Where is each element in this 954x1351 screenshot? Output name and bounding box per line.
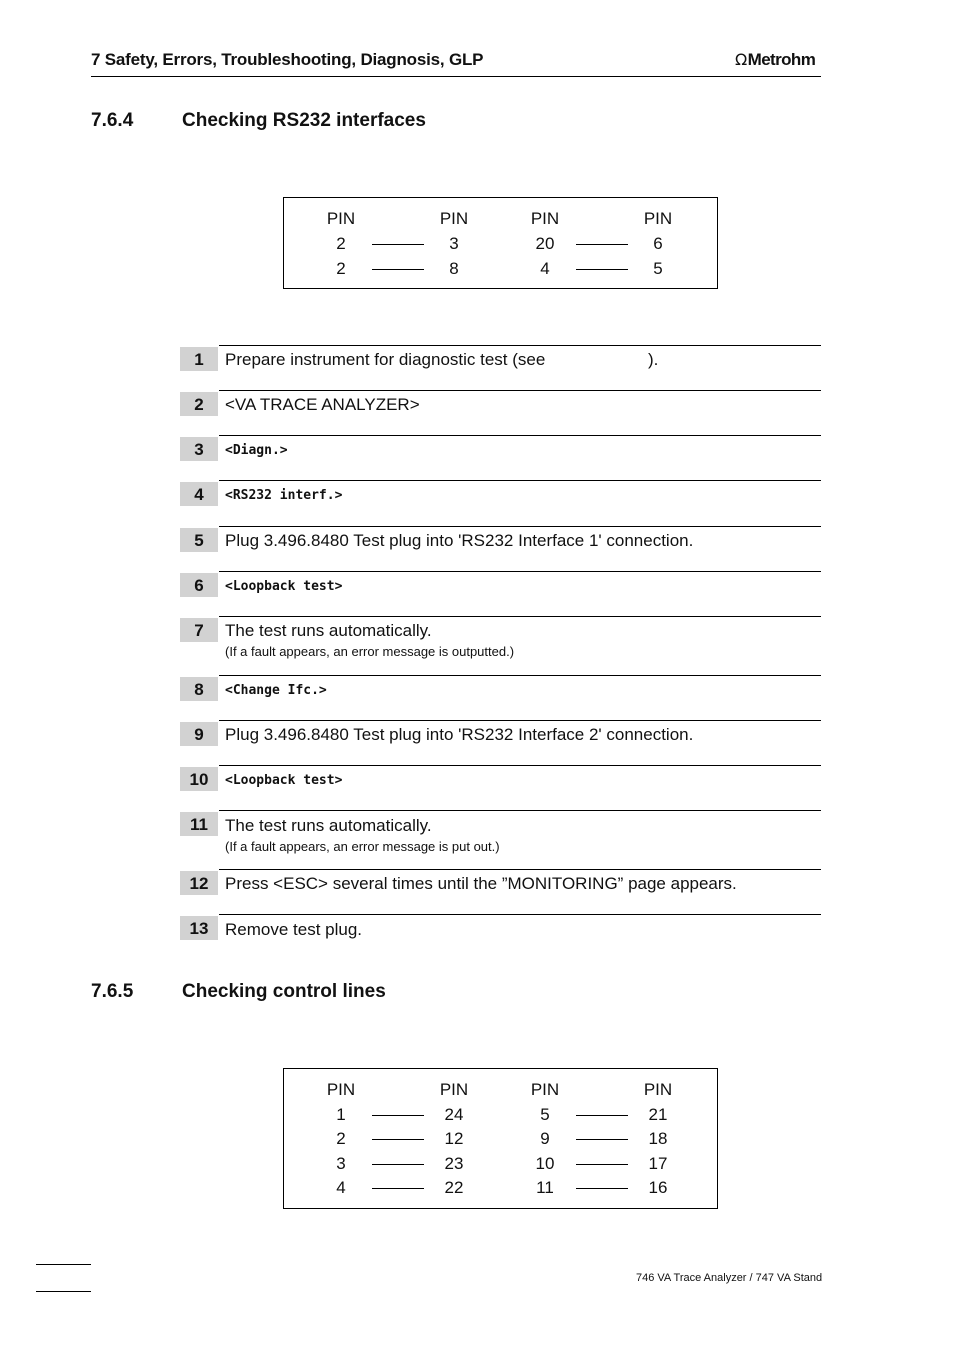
rs232-pin-table: [283, 197, 718, 289]
footer-product: 746 VA Trace Analyzer / 747 VA Stand: [636, 1272, 823, 1284]
pin-connector-line: [372, 269, 424, 270]
step-key-code: <Diagn.>: [225, 443, 288, 458]
pin-connector-line: [576, 269, 628, 270]
step-note: (If a fault appears, an error message is put out.): [225, 839, 500, 854]
pin-header: PIN: [643, 1080, 673, 1099]
pin-value: 20: [535, 234, 555, 253]
step-divider: [219, 526, 821, 527]
step-divider: [219, 480, 821, 481]
footer-rule: [36, 1291, 91, 1292]
pin-header: PIN: [326, 209, 356, 228]
step-text: Plug 3.496.8480 Test plug into 'RS232 Interface 1' connection.: [225, 531, 694, 550]
step-divider: [219, 616, 821, 617]
pin-connector-line: [372, 1164, 424, 1165]
pin-connector-line: [372, 1188, 424, 1189]
step-key-code: <Change Ifc.>: [225, 683, 327, 698]
pin-value: 3: [449, 234, 459, 253]
pin-value: 22: [444, 1178, 464, 1197]
pin-value: 5: [540, 1105, 550, 1124]
pin-value: 18: [648, 1129, 668, 1148]
step-number: 1: [180, 347, 218, 371]
pin-value: 6: [653, 234, 663, 253]
step-text: <VA TRACE ANALYZER>: [225, 395, 420, 414]
step-divider: [219, 435, 821, 436]
control-lines-pin-table: [283, 1068, 718, 1209]
pin-value: 5: [653, 259, 663, 278]
step-divider: [219, 914, 821, 915]
step-text: The test runs automatically.: [225, 621, 432, 640]
pin-header: PIN: [439, 209, 469, 228]
pin-value: 1: [336, 1105, 346, 1124]
pin-value: 4: [336, 1178, 346, 1197]
pin-connector-line: [576, 244, 628, 245]
step-number: 12: [180, 871, 218, 895]
pin-value: 8: [449, 259, 459, 278]
step-divider: [219, 390, 821, 391]
step-text: Prepare instrument for diagnostic test (see: [225, 350, 546, 369]
footer-rule: [36, 1264, 91, 1265]
step-divider: [219, 810, 821, 811]
pin-value: 11: [536, 1178, 554, 1197]
pin-connector-line: [576, 1139, 628, 1140]
section-number-rs232: 7.6.4: [91, 110, 134, 131]
step-number: 2: [180, 392, 218, 416]
step-number: 8: [180, 677, 218, 701]
step-divider: [219, 765, 821, 766]
header-divider: [91, 76, 821, 77]
step-key-code: <RS232 interf.>: [225, 488, 343, 503]
pin-value: 24: [444, 1105, 464, 1124]
section-number-control: 7.6.5: [91, 981, 134, 1002]
step-number: 10: [180, 767, 218, 791]
pin-value: 2: [336, 259, 346, 278]
pin-connector-line: [372, 244, 424, 245]
step-text: Press <ESC> several times until the ”MONITORING” page appears.: [225, 874, 737, 893]
pin-value: 16: [648, 1178, 668, 1197]
step-divider: [219, 675, 821, 676]
pin-connector-line: [576, 1115, 628, 1116]
pin-connector-line: [576, 1164, 628, 1165]
pin-header: PIN: [530, 1080, 560, 1099]
step-divider: [219, 345, 821, 346]
pin-header: PIN: [530, 209, 560, 228]
brand-name: Metrohm: [747, 50, 816, 69]
step-number: 5: [180, 528, 218, 552]
pin-value: 17: [648, 1154, 668, 1173]
step-key-code: <Loopback test>: [225, 773, 343, 788]
pin-value: 3: [336, 1154, 346, 1173]
step-number: 4: [180, 482, 218, 506]
pin-header: PIN: [326, 1080, 356, 1099]
pin-value: 12: [444, 1129, 464, 1148]
pin-value: 23: [444, 1154, 464, 1173]
step-text: Plug 3.496.8480 Test plug into 'RS232 Interface 2' connection.: [225, 725, 694, 744]
step-divider: [219, 571, 821, 572]
step-note: (If a fault appears, an error message is outputted.): [225, 644, 515, 659]
pin-connector-line: [372, 1115, 424, 1116]
pin-value: 4: [540, 259, 550, 278]
pin-connector-line: [372, 1139, 424, 1140]
pin-value: 9: [540, 1129, 550, 1148]
step-number: 13: [180, 916, 218, 940]
step-number: 3: [180, 437, 218, 461]
step-text: The test runs automatically.: [225, 816, 432, 835]
brand-logo: [735, 50, 815, 70]
chapter-title: 7 Safety, Errors, Troubleshooting, Diagnosis, GLP: [91, 50, 484, 69]
pin-value: 2: [336, 234, 346, 253]
step-number: 7: [180, 618, 218, 642]
pin-header: PIN: [643, 209, 673, 228]
step-divider: [219, 869, 821, 870]
step-divider: [219, 720, 821, 721]
section-title-rs232: Checking RS232 interfaces: [182, 110, 426, 131]
pin-header: PIN: [439, 1080, 469, 1099]
pin-value: 10: [535, 1154, 555, 1173]
step-number: 9: [180, 722, 218, 746]
section-title-control: Checking control lines: [182, 981, 386, 1002]
step-number: 11: [180, 812, 218, 836]
step-key-code: <Loopback test>: [225, 579, 343, 594]
step-text: Remove test plug.: [225, 920, 363, 939]
omega-logo-icon: Ω: [735, 50, 747, 69]
pin-value: 2: [336, 1129, 346, 1148]
pin-value: 21: [648, 1105, 668, 1124]
step-text-suffix: ).: [648, 350, 659, 369]
step-number: 6: [180, 573, 218, 597]
pin-connector-line: [576, 1188, 628, 1189]
